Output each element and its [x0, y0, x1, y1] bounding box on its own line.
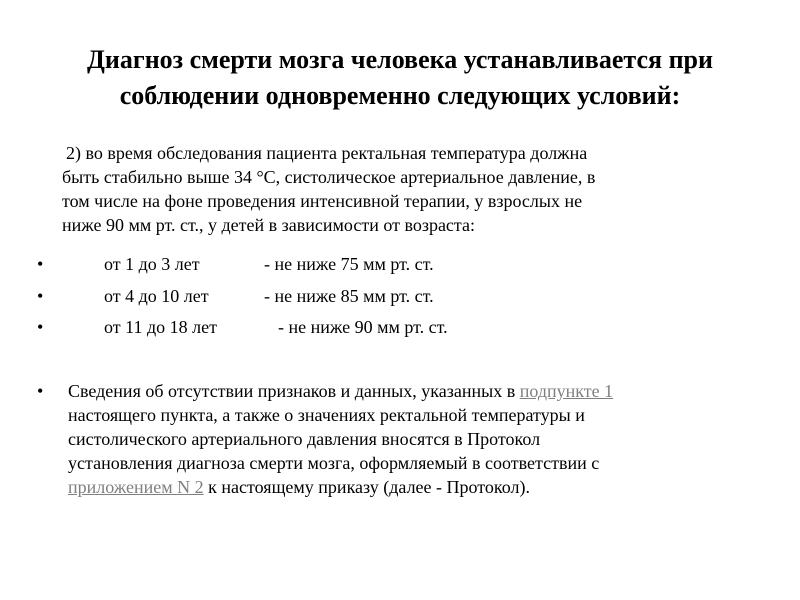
info-line-5 — [68, 475, 758, 499]
appendix-2-link[interactable]: приложением N 2 — [68, 477, 204, 497]
bullet-icon: • — [37, 254, 44, 274]
pressure-threshold: - не ниже 90 мм рт. ст. — [278, 317, 448, 337]
intro-line-4: ниже 90 мм рт. ст., у детей в зависимости от возраста: — [62, 215, 475, 235]
intro-line-2: быть стабильно выше 34 °C, систолическое артериальное давление, в — [62, 167, 596, 187]
slide-title-line-2: соблюдении одновременно следующих условий: — [119, 81, 681, 110]
info-line-1 — [68, 379, 758, 403]
age-range: от 1 до 3 лет — [104, 254, 200, 274]
pressure-threshold: - не ниже 75 мм рт. ст. — [264, 254, 434, 274]
info-line-4: установления диагноза смерти мозга, оформляемый в соответствии с — [68, 453, 600, 473]
intro-line-3: том числе на фоне проведения интенсивной терапии, у взрослых не — [62, 191, 583, 211]
bullet-icon: • — [37, 381, 44, 401]
pressure-threshold: - не ниже 85 мм рт. ст. — [264, 286, 434, 306]
info-line-2: настоящего пункта, а также о значениях ректальной температуры и — [68, 405, 585, 425]
slide-title-line-1: Диагноз смерти мозга человека устанавливается при — [87, 45, 713, 74]
subclause-1-link[interactable]: подпункте 1 — [519, 381, 614, 401]
slide-title — [0, 42, 800, 114]
info-line-3: систолического артериального давления вносятся в Протокол — [68, 429, 541, 449]
intro-paragraph — [62, 141, 748, 237]
bullet-icon: • — [37, 317, 44, 337]
age-range: от 11 до 18 лет — [104, 317, 217, 337]
intro-line-1: 2) во время обследования пациента ректальная температура должна — [66, 143, 588, 163]
info-line-1-text: Сведения об отсутствии признаков и данных, указанных в — [68, 381, 520, 401]
protocol-info-text — [68, 379, 758, 499]
bullet-icon: • — [37, 286, 44, 306]
age-range: от 4 до 10 лет — [104, 286, 209, 306]
info-line-5-text: к настоящему приказу (далее - Протокол). — [203, 477, 530, 497]
